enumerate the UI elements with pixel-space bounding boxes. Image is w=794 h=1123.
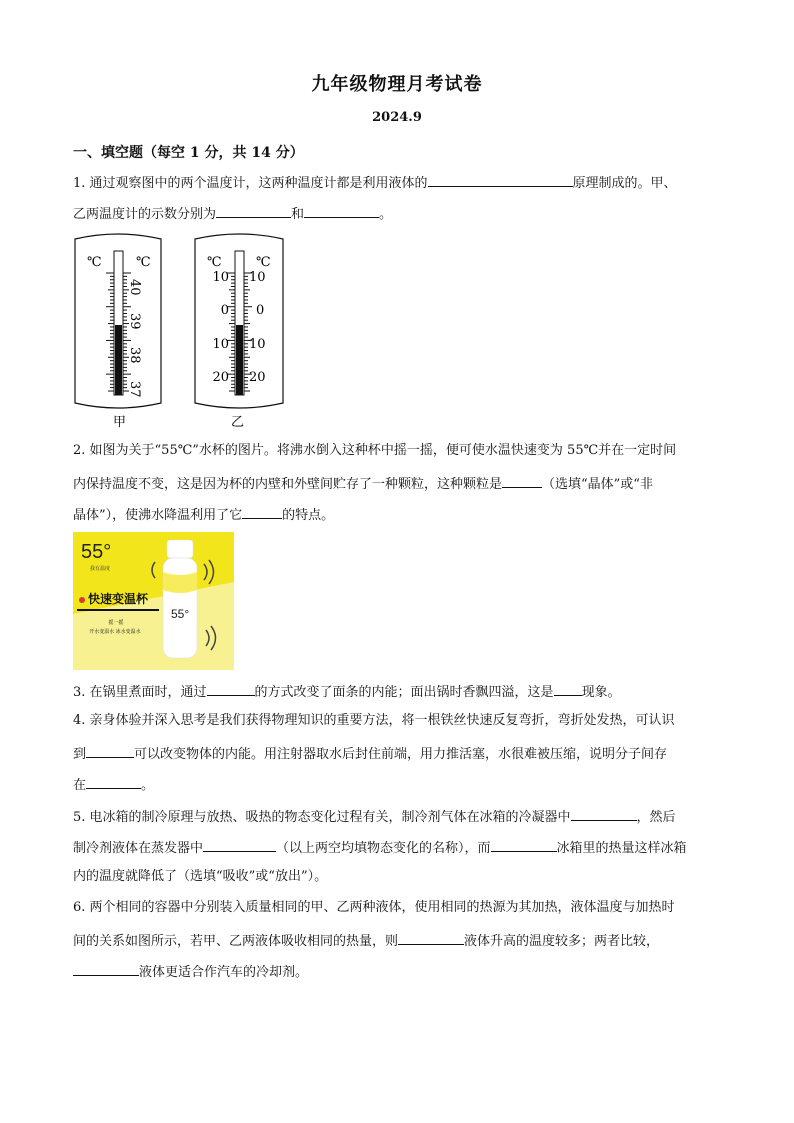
answer-blank[interactable] bbox=[216, 203, 291, 218]
sub-text-1: 摇一摇 bbox=[108, 620, 124, 626]
question-4-line-2: 到 可以改变物体的内能。用注射器取水后封住前端，用力推活塞，水很难被压缩，说明分子间存 bbox=[73, 743, 667, 764]
answer-blank[interactable] bbox=[207, 681, 255, 696]
cup-label: 55° bbox=[171, 607, 190, 621]
question-2-line-1: 2. 如图为关于“55℃”水杯的图片。将沸水倒入这种杯中摇一摇，便可使水温快速变为 55℃并在一定时间 bbox=[73, 443, 677, 458]
thermometer-caption: 乙 bbox=[231, 415, 245, 430]
thermometer-caption: 甲 bbox=[113, 415, 127, 430]
question-5-line-2: 制冷剂液体在蒸发器中 （以上两空均填物态变化的名称），而 冰箱里的热量这样冰箱 bbox=[73, 837, 687, 858]
answer-blank[interactable] bbox=[242, 504, 282, 519]
answer-blank[interactable] bbox=[571, 806, 637, 821]
thermometer-dot-icon bbox=[79, 597, 85, 603]
tick-label-right: 10 bbox=[249, 270, 266, 285]
logo-text: 55° bbox=[81, 541, 112, 563]
logo-subtext: 我有温度 bbox=[90, 566, 111, 572]
question-4-line-1: 4. 亲身体验并深入思考是我们获得物理知识的重要方法，将一根铁丝快速反复弯折，弯折处发热，可认识 bbox=[73, 713, 675, 728]
tick-label: 37 bbox=[127, 381, 142, 398]
answer-blank[interactable] bbox=[428, 172, 573, 187]
question-3: 3. 在锅里煮面时，通过 的方式改变了面条的内能；面出锅时香飘四溢，这是 现象。 bbox=[73, 681, 621, 702]
cup-product-image bbox=[73, 532, 234, 670]
tick-label-right: 20 bbox=[249, 370, 266, 385]
answer-blank[interactable] bbox=[304, 203, 379, 218]
tick-label: 38 bbox=[127, 347, 142, 364]
tick-label-left: 0 bbox=[220, 303, 229, 318]
answer-blank[interactable] bbox=[203, 837, 276, 852]
question-4-line-3: 在 。 bbox=[73, 774, 154, 795]
unit-right: ℃ bbox=[136, 255, 151, 270]
tick-label: 40 bbox=[127, 279, 142, 296]
thermometer-jia bbox=[73, 233, 163, 433]
question-2-line-2: 内保持温度不变，这是因为杯的内壁和外壁间贮存了一种颗粒，这种颗粒是 （选填“晶体”或“非 bbox=[73, 473, 653, 494]
question-6-line-3: 液体更适合作汽车的冷却剂。 bbox=[73, 961, 308, 982]
cup-lid bbox=[167, 540, 193, 558]
tick-label: 39 bbox=[127, 313, 142, 330]
answer-blank[interactable] bbox=[554, 681, 582, 696]
unit-left: ℃ bbox=[87, 255, 102, 270]
sub-text-2: 开水变温水 冰水变温水 bbox=[89, 629, 141, 635]
tick-label-left: 20 bbox=[212, 370, 229, 385]
page-title: 九年级物理月考试卷 bbox=[311, 74, 483, 95]
question-6-line-2: 间的关系如图所示，若甲、乙两液体吸收相同的热量，则 液体升高的温度较多；两者比较， bbox=[73, 930, 659, 951]
headline-text: 快速变温杯 bbox=[88, 592, 149, 606]
unit-right: ℃ bbox=[256, 255, 271, 270]
unit-left: ℃ bbox=[207, 255, 222, 270]
answer-blank[interactable] bbox=[398, 930, 464, 945]
question-5-line-1: 5. 电冰箱的制冷原理与放热、吸热的物态变化过程有关，制冷剂气体在冰箱的冷凝器中 ，然后 bbox=[73, 806, 676, 827]
tick-label-left: 10 bbox=[212, 270, 229, 285]
question-1-line-1: 1. 通过观察图中的两个温度计，这两种温度计都是利用液体的 原理制成的。甲、 bbox=[73, 172, 677, 193]
answer-blank[interactable] bbox=[73, 961, 139, 976]
answer-blank[interactable] bbox=[86, 774, 141, 789]
answer-blank[interactable] bbox=[502, 473, 542, 488]
answer-blank[interactable] bbox=[491, 837, 557, 852]
question-6-line-1: 6. 两个相同的容器中分别装入质量相同的甲、乙两种液体，使用相同的热源为其加热，液体温度与加热时 bbox=[73, 900, 675, 915]
tick-label-left: 10 bbox=[212, 337, 229, 352]
tick-label-right: 10 bbox=[249, 337, 266, 352]
question-5-line-3: 内的温度就降低了（选填“吸收”或“放出”）。 bbox=[73, 869, 328, 884]
thermometer-yi bbox=[193, 233, 288, 433]
question-2-line-3: 晶体”），使沸水降温利用了它 的特点。 bbox=[73, 504, 334, 525]
exam-date: 2024.9 bbox=[372, 110, 422, 125]
section-heading: 一、填空题（每空 1 分，共 14 分） bbox=[73, 145, 304, 161]
tick-label-right: 0 bbox=[256, 303, 265, 318]
answer-blank[interactable] bbox=[86, 743, 134, 758]
question-1-line-2: 乙两温度计的示数分别为 和 。 bbox=[73, 203, 392, 224]
